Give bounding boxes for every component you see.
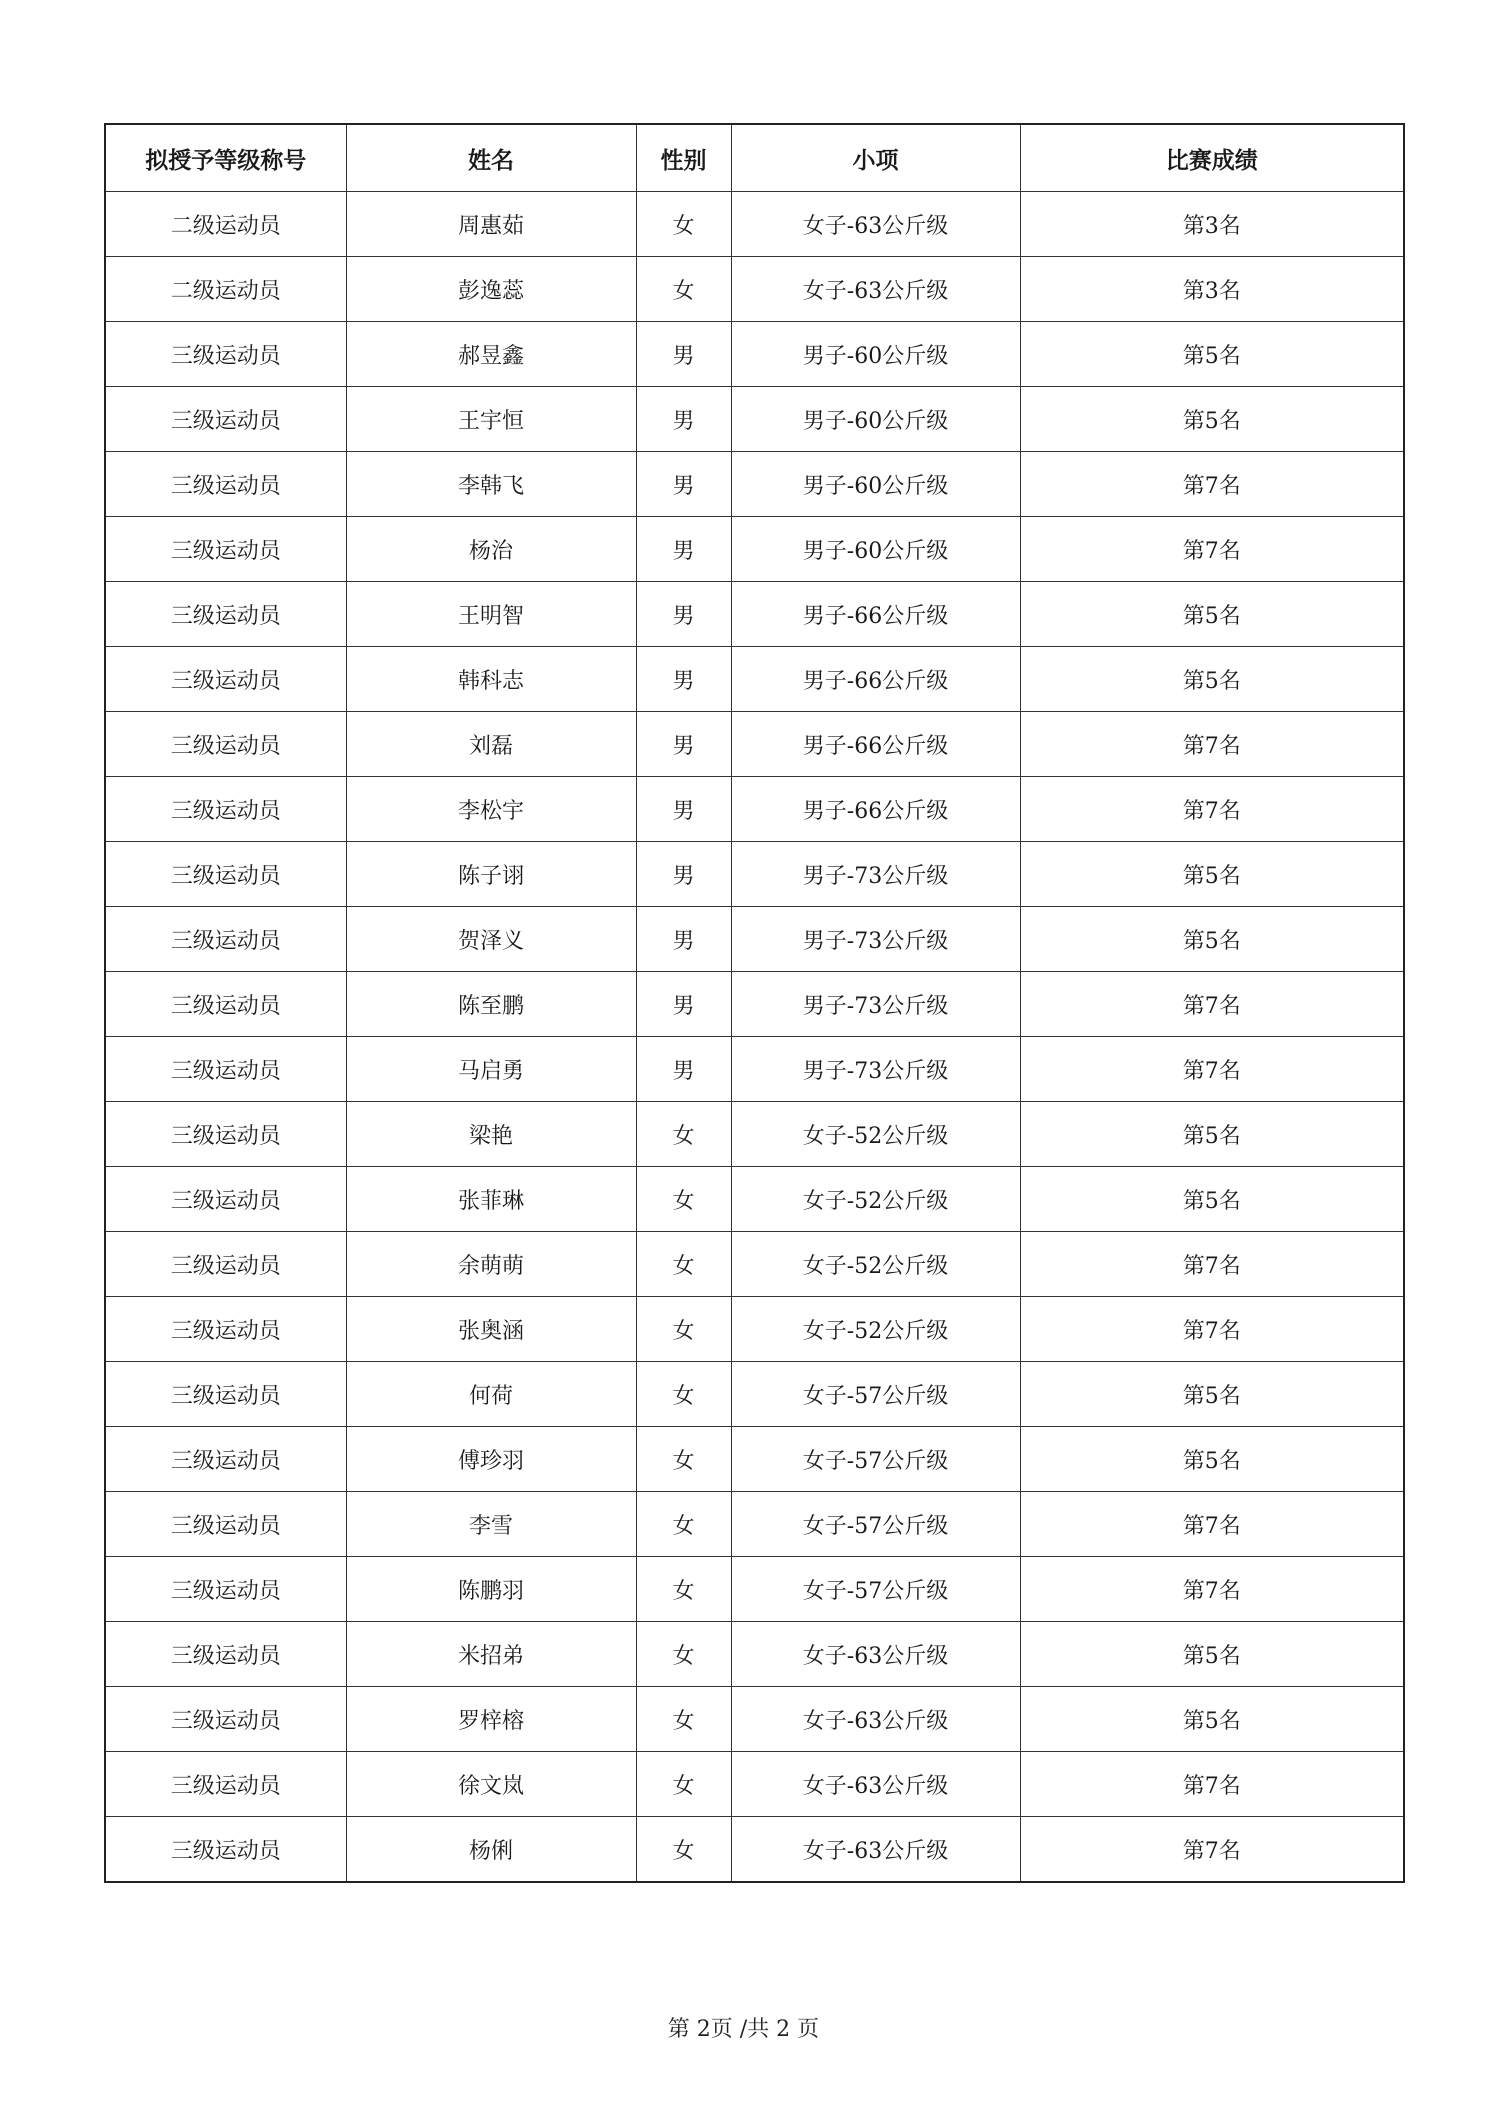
cell-title-rank: 三级运动员 xyxy=(105,712,346,777)
cell-gender: 女 xyxy=(636,1492,731,1557)
cell-title-rank: 三级运动员 xyxy=(105,1687,346,1752)
cell-name: 杨治 xyxy=(346,517,636,582)
cell-result: 第3名 xyxy=(1020,192,1404,257)
table-row xyxy=(105,517,1404,582)
cell-name: 余萌萌 xyxy=(346,1232,636,1297)
cell-gender: 男 xyxy=(636,712,731,777)
table-row xyxy=(105,972,1404,1037)
cell-result: 第7名 xyxy=(1020,1297,1404,1362)
cell-title-rank: 三级运动员 xyxy=(105,322,346,387)
cell-event: 女子-57公斤级 xyxy=(731,1362,1020,1427)
cell-event: 女子-52公斤级 xyxy=(731,1297,1020,1362)
cell-result: 第5名 xyxy=(1020,387,1404,452)
cell-event: 女子-63公斤级 xyxy=(731,1622,1020,1687)
cell-event: 女子-57公斤级 xyxy=(731,1557,1020,1622)
table-row xyxy=(105,777,1404,842)
cell-title-rank: 三级运动员 xyxy=(105,1817,346,1883)
table-row xyxy=(105,1427,1404,1492)
cell-name: 贺泽义 xyxy=(346,907,636,972)
cell-result: 第3名 xyxy=(1020,257,1404,322)
cell-gender: 女 xyxy=(636,1232,731,1297)
cell-gender: 男 xyxy=(636,1037,731,1102)
cell-title-rank: 三级运动员 xyxy=(105,1297,346,1362)
cell-name: 李松宇 xyxy=(346,777,636,842)
cell-result: 第5名 xyxy=(1020,1622,1404,1687)
cell-event: 女子-63公斤级 xyxy=(731,1687,1020,1752)
cell-title-rank: 三级运动员 xyxy=(105,1362,346,1427)
cell-title-rank: 三级运动员 xyxy=(105,1037,346,1102)
cell-title-rank: 三级运动员 xyxy=(105,1622,346,1687)
cell-event: 女子-52公斤级 xyxy=(731,1167,1020,1232)
cell-result: 第5名 xyxy=(1020,907,1404,972)
cell-title-rank: 三级运动员 xyxy=(105,1557,346,1622)
cell-title-rank: 三级运动员 xyxy=(105,1427,346,1492)
cell-result: 第5名 xyxy=(1020,647,1404,712)
cell-event: 女子-57公斤级 xyxy=(731,1492,1020,1557)
cell-result: 第7名 xyxy=(1020,712,1404,777)
cell-name: 何荷 xyxy=(346,1362,636,1427)
cell-title-rank: 三级运动员 xyxy=(105,1492,346,1557)
cell-event: 男子-66公斤级 xyxy=(731,582,1020,647)
table-row xyxy=(105,322,1404,387)
table-row xyxy=(105,452,1404,517)
table-row xyxy=(105,257,1404,322)
cell-name: 杨俐 xyxy=(346,1817,636,1883)
cell-title-rank: 二级运动员 xyxy=(105,257,346,322)
cell-name: 李雪 xyxy=(346,1492,636,1557)
cell-result: 第7名 xyxy=(1020,1557,1404,1622)
cell-name: 刘磊 xyxy=(346,712,636,777)
cell-event: 女子-63公斤级 xyxy=(731,192,1020,257)
table-row xyxy=(105,1362,1404,1427)
table-row xyxy=(105,842,1404,907)
cell-event: 女子-63公斤级 xyxy=(731,1752,1020,1817)
table-row xyxy=(105,907,1404,972)
table-row xyxy=(105,1167,1404,1232)
cell-name: 梁艳 xyxy=(346,1102,636,1167)
cell-title-rank: 三级运动员 xyxy=(105,777,346,842)
cell-gender: 女 xyxy=(636,1817,731,1883)
cell-result: 第5名 xyxy=(1020,1167,1404,1232)
cell-name: 彭逸蕊 xyxy=(346,257,636,322)
cell-event: 男子-73公斤级 xyxy=(731,972,1020,1037)
cell-event: 女子-63公斤级 xyxy=(731,257,1020,322)
cell-gender: 女 xyxy=(636,1557,731,1622)
cell-event: 女子-57公斤级 xyxy=(731,1427,1020,1492)
cell-name: 傅珍羽 xyxy=(346,1427,636,1492)
cell-gender: 女 xyxy=(636,1297,731,1362)
table-row xyxy=(105,1557,1404,1622)
table-row xyxy=(105,1622,1404,1687)
cell-gender: 男 xyxy=(636,777,731,842)
cell-event: 男子-66公斤级 xyxy=(731,777,1020,842)
cell-name: 罗梓榕 xyxy=(346,1687,636,1752)
cell-gender: 男 xyxy=(636,907,731,972)
cell-title-rank: 三级运动员 xyxy=(105,387,346,452)
cell-result: 第7名 xyxy=(1020,777,1404,842)
cell-title-rank: 三级运动员 xyxy=(105,907,346,972)
cell-event: 男子-73公斤级 xyxy=(731,842,1020,907)
cell-event: 女子-52公斤级 xyxy=(731,1232,1020,1297)
cell-result: 第5名 xyxy=(1020,842,1404,907)
cell-event: 男子-73公斤级 xyxy=(731,907,1020,972)
cell-name: 马启勇 xyxy=(346,1037,636,1102)
cell-result: 第5名 xyxy=(1020,582,1404,647)
page-number: 第 2页 /共 2 页 xyxy=(667,2017,820,2042)
table-row xyxy=(105,387,1404,452)
cell-name: 徐文岚 xyxy=(346,1752,636,1817)
cell-title-rank: 三级运动员 xyxy=(105,1167,346,1232)
cell-gender: 女 xyxy=(636,1362,731,1427)
cell-event: 男子-73公斤级 xyxy=(731,1037,1020,1102)
cell-result: 第7名 xyxy=(1020,1492,1404,1557)
cell-event: 男子-60公斤级 xyxy=(731,322,1020,387)
cell-name: 米招弟 xyxy=(346,1622,636,1687)
cell-event: 男子-60公斤级 xyxy=(731,452,1020,517)
table-row xyxy=(105,1297,1404,1362)
table-row xyxy=(105,1817,1404,1883)
results-table xyxy=(104,123,1405,1883)
table-body xyxy=(105,192,1404,1883)
cell-result: 第7名 xyxy=(1020,1037,1404,1102)
cell-gender: 女 xyxy=(636,1687,731,1752)
cell-result: 第7名 xyxy=(1020,1752,1404,1817)
table-row xyxy=(105,1102,1404,1167)
cell-event: 男子-66公斤级 xyxy=(731,647,1020,712)
cell-name: 王宇恒 xyxy=(346,387,636,452)
header-title-rank: 拟授予等级称号 xyxy=(105,124,346,192)
cell-title-rank: 三级运动员 xyxy=(105,1102,346,1167)
header-name: 姓名 xyxy=(346,124,636,192)
cell-title-rank: 三级运动员 xyxy=(105,452,346,517)
cell-result: 第7名 xyxy=(1020,1817,1404,1883)
table-row xyxy=(105,582,1404,647)
cell-gender: 男 xyxy=(636,387,731,452)
cell-gender: 女 xyxy=(636,1167,731,1232)
cell-event: 女子-52公斤级 xyxy=(731,1102,1020,1167)
cell-name: 李韩飞 xyxy=(346,452,636,517)
cell-gender: 男 xyxy=(636,517,731,582)
cell-name: 周惠茹 xyxy=(346,192,636,257)
cell-gender: 男 xyxy=(636,972,731,1037)
header-row xyxy=(105,124,1404,192)
cell-result: 第5名 xyxy=(1020,1427,1404,1492)
cell-event: 女子-63公斤级 xyxy=(731,1817,1020,1883)
cell-title-rank: 三级运动员 xyxy=(105,582,346,647)
cell-gender: 男 xyxy=(636,582,731,647)
table-row xyxy=(105,1687,1404,1752)
cell-gender: 男 xyxy=(636,322,731,387)
table-row xyxy=(105,647,1404,712)
cell-name: 韩科志 xyxy=(346,647,636,712)
cell-result: 第5名 xyxy=(1020,1102,1404,1167)
table-row xyxy=(105,1232,1404,1297)
cell-result: 第7名 xyxy=(1020,1232,1404,1297)
cell-gender: 男 xyxy=(636,647,731,712)
cell-result: 第7名 xyxy=(1020,452,1404,517)
cell-name: 郝昱鑫 xyxy=(346,322,636,387)
cell-result: 第5名 xyxy=(1020,322,1404,387)
cell-gender: 女 xyxy=(636,1622,731,1687)
cell-title-rank: 三级运动员 xyxy=(105,1752,346,1817)
cell-title-rank: 三级运动员 xyxy=(105,972,346,1037)
cell-result: 第7名 xyxy=(1020,517,1404,582)
cell-gender: 男 xyxy=(636,842,731,907)
cell-title-rank: 二级运动员 xyxy=(105,192,346,257)
cell-name: 陈子诩 xyxy=(346,842,636,907)
header-result: 比赛成绩 xyxy=(1020,124,1404,192)
cell-event: 男子-60公斤级 xyxy=(731,387,1020,452)
cell-gender: 女 xyxy=(636,1102,731,1167)
cell-gender: 女 xyxy=(636,257,731,322)
table-row xyxy=(105,1492,1404,1557)
cell-name: 张奥涵 xyxy=(346,1297,636,1362)
cell-title-rank: 三级运动员 xyxy=(105,1232,346,1297)
table-row xyxy=(105,1752,1404,1817)
cell-gender: 女 xyxy=(636,192,731,257)
cell-event: 男子-60公斤级 xyxy=(731,517,1020,582)
cell-gender: 女 xyxy=(636,1752,731,1817)
cell-name: 陈至鹏 xyxy=(346,972,636,1037)
table-row xyxy=(105,712,1404,777)
cell-event: 男子-66公斤级 xyxy=(731,712,1020,777)
table-row xyxy=(105,1037,1404,1102)
cell-gender: 男 xyxy=(636,452,731,517)
cell-result: 第5名 xyxy=(1020,1687,1404,1752)
cell-gender: 女 xyxy=(636,1427,731,1492)
cell-result: 第7名 xyxy=(1020,972,1404,1037)
header-gender: 性别 xyxy=(636,124,731,192)
cell-title-rank: 三级运动员 xyxy=(105,517,346,582)
cell-name: 陈鹏羽 xyxy=(346,1557,636,1622)
cell-title-rank: 三级运动员 xyxy=(105,842,346,907)
cell-name: 王明智 xyxy=(346,582,636,647)
cell-title-rank: 三级运动员 xyxy=(105,647,346,712)
cell-result: 第5名 xyxy=(1020,1362,1404,1427)
header-event: 小项 xyxy=(731,124,1020,192)
cell-name: 张菲琳 xyxy=(346,1167,636,1232)
table-row xyxy=(105,192,1404,257)
